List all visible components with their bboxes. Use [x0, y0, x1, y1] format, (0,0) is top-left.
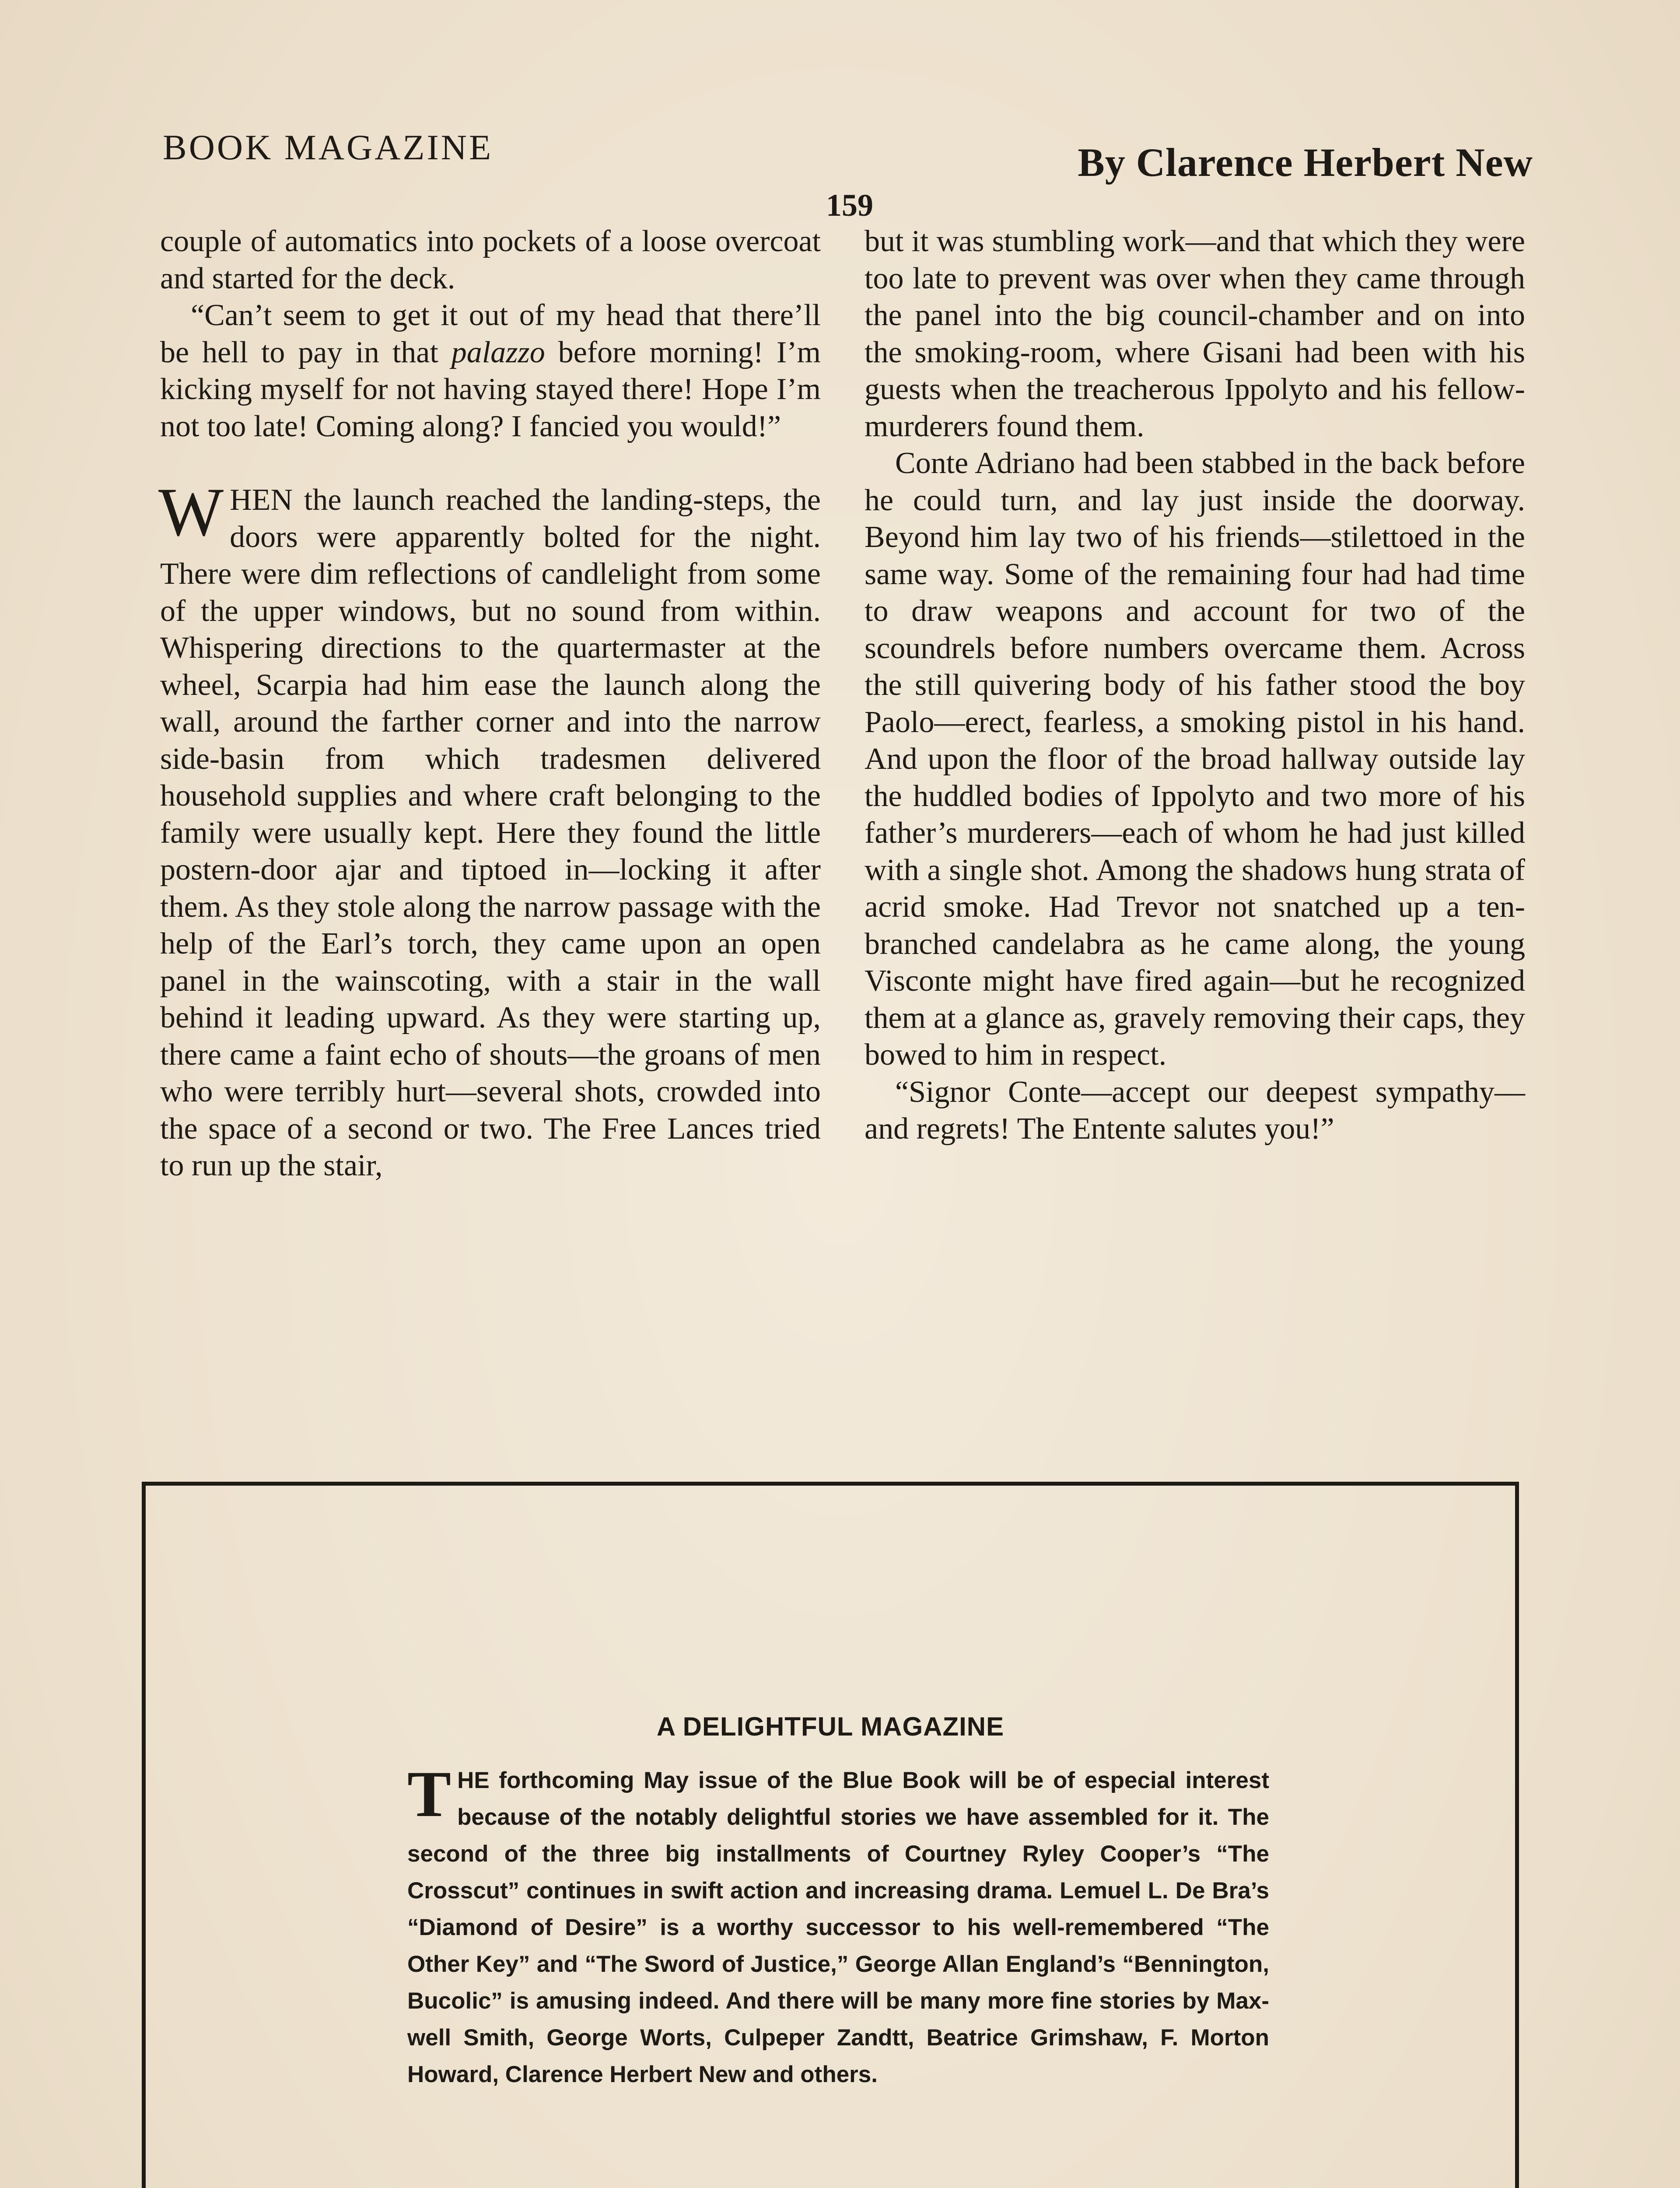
italic-word: palazzo [451, 335, 545, 369]
announcement-heading: A DELIGHTFUL MAGAZINE [656, 1712, 1004, 1741]
text-run: HE forthcoming May issue of the Blue Book will be of especial interest because of the notably delightful stories we have assembled for it. The second of the three big installments of Courtney Ryley Cooper’s “The Crosscut” continues in swift action and increasing drama. Lemuel L. De Bra’s “Diamond of Desire” is a worthy successor to his well-remembered “The Other Key” and “The Sword of Justice,” George Allan England’s “Bennington, Bucolic” is amusing indeed. And there will be many more fine stories by Maxwell Smith, George Worts, Culpeper Zandtt, Beatrice Grimshaw, F. Morton Howard, Clarence Herbert New and others. [407, 1767, 1269, 2087]
drop-cap: W [158, 474, 224, 551]
running-head-magazine: BOOK MAGAZINE [163, 127, 494, 167]
right-text-column [864, 223, 1525, 1148]
text-run: before morning! I’m kicking myself for not having stayed there! Hope I’m not too late! Coming along? I fancied you would!” [160, 335, 821, 443]
drop-cap: T [407, 1758, 452, 1830]
paragraph: “Signor Conte—accept our deepest sympathy—and regrets! The Entente salutes you!” [864, 1075, 1525, 1146]
section-paragraph [158, 474, 821, 1185]
left-text-column [160, 223, 821, 1185]
running-head-author: By Clarence Herbert New [1078, 140, 1533, 185]
announcement-box [142, 1482, 1519, 2188]
paragraph: but it was stumbling work—and that which they were too late to prevent was over when they came through the panel into the big council-chamber and on into the smoking-room, where Gisani had been with his guests when the treacherous Ippolyto and his fellow-murderers found them. [864, 224, 1525, 443]
announcement-body [407, 1758, 1269, 2093]
text-run: HEN the launch reached the landing-steps, the doors were apparently bolted for the night. There were dim reflections of candlelight from some of the upper windows, but no sound from within. Whispering directions to the quartermaster at the wheel, Scarpia had him ease the launch along the wall, around the farther corner and into the narrow side-basin from which tradesmen delivered household supplies and where craft belonging to the family were usually kept. Here they found the little postern-door ajar and tiptoed in—locking it after them. As they stole along the narrow passage with the help of the Earl’s torch, they came upon an open panel in the wainscoting, with a stair in the wall behind it leading upward. As they were starting up, there came a faint echo of shouts—the groans of men who were terribly hurt—several shots, crowded into the space of a second or two. The Free Lances tried to run up the stair, [160, 483, 821, 1182]
paragraph: couple of automatics into pockets of a loose overcoat and started for the deck. [160, 224, 821, 295]
paragraph: Conte Adriano had been stabbed in the back before he could turn, and lay just inside the doorway. Beyond him lay two of his friends—stilettoed in the same way. Some of the remaining four had had time to draw weapons and account for two of the scoundrels before numbers overcame them. Across the still quivering body of his father stood the boy Paolo—erect, fearless, a smoking pistol in his hand. And upon the floor of the broad hallway outside lay the huddled bodies of Ippolyto and two more of his father’s murderers—each of whom he had just killed with a single shot. Among the shadows hung strata of acrid smoke. Had Trevor not snatched up a ten-branched candelabra as he came along, the young Visconte might have fired again—but he recognized them at a glance as, gravely removing their caps, they bowed to him in respect. [864, 446, 1525, 1072]
text-run: “Can’t seem to get it out of my head that there’ll be hell to pay in that [160, 298, 821, 369]
page-number: 159 [826, 188, 873, 223]
announcement-paragraph [407, 1758, 1269, 2093]
paragraph [160, 297, 821, 445]
